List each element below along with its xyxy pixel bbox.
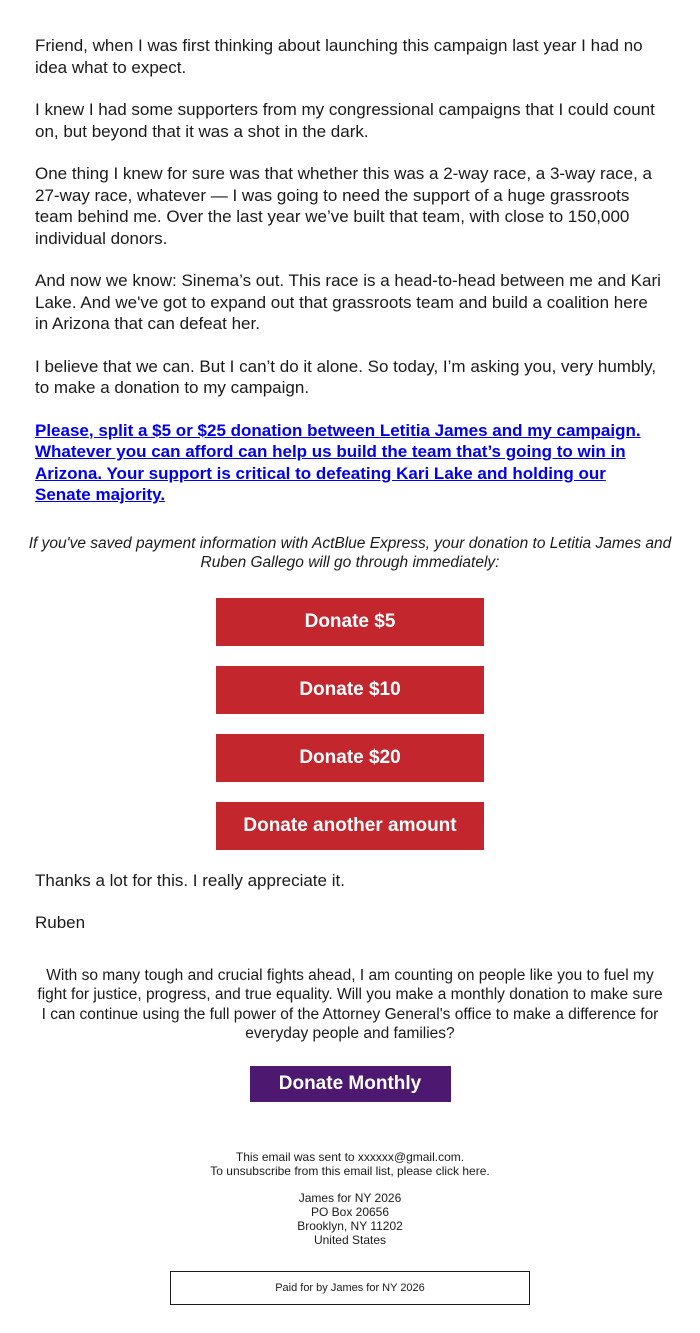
donate-20-button[interactable]: Donate $20 (216, 734, 484, 782)
paragraph: I believe that we can. But I can’t do it alone. So today, I’m asking you, very humbly, to make a donation to my campaign. (35, 356, 657, 397)
donate-10-button[interactable]: Donate $10 (216, 666, 484, 714)
donate-other-amount-button[interactable]: Donate another amount (216, 802, 484, 850)
unsubscribe-link[interactable]: click here (435, 1163, 487, 1178)
signoff (35, 870, 665, 934)
actblue-express-note: If you've saved payment information with ActBlue Express, your donation to Letitia James and Ruben Gallego will go through immediately: (28, 534, 672, 571)
address-line: Brooklyn, NY 11202 (297, 1218, 403, 1233)
donate-button-group (35, 598, 665, 850)
paragraph: Friend, when I was first thinking about launching this campaign last year I had no idea what to expect. (35, 36, 643, 77)
unsubscribe-line (35, 1164, 665, 1178)
thanks-text: Thanks a lot for this. I really appreciate it. (35, 870, 345, 890)
donate-5-button[interactable]: Donate $5 (216, 598, 484, 646)
sent-to-suffix: . (460, 1149, 465, 1164)
monthly-appeal-text: With so many tough and crucial fights ahead, I am counting on people like you to fuel my fight for justice, progress, and true equality. Will you make a monthly donation to make sure I can continue using the full power of the Attorney General's office to make a difference for everyday people and families? (37, 966, 663, 1042)
email-footer (35, 1150, 665, 1305)
unsubscribe-suffix: . (486, 1163, 490, 1178)
paragraph: And now we know: Sinema’s out. This race is a head-to-head between me and Kari Lake. And we've got to expand out that grassroots team and build a coalition here in Arizona that can defeat her. (35, 271, 661, 333)
paragraph: One thing I knew for sure was that whether this was a 2-way race, a 3-way race, a 27-way race, whatever — I was going to need the support of a huge grassroots team behind me. Over the last year we’ve built that team, with close to 150,000 individual donors. (35, 164, 653, 248)
mailing-address (35, 1191, 665, 1247)
address-line: James for NY 2026 (298, 1190, 402, 1205)
paid-for-disclaimer: Paid for by James for NY 2026 (170, 1271, 530, 1305)
sent-to-line (35, 1150, 665, 1164)
donate-monthly-button[interactable]: Donate Monthly (250, 1066, 451, 1102)
sent-to-prefix: This email was sent to (235, 1149, 358, 1164)
recipient-email-link[interactable]: xxxxxx@gmail.com (357, 1149, 461, 1164)
unsubscribe-prefix: To unsubscribe from this email list, please (210, 1163, 436, 1178)
address-line: PO Box 20656 (310, 1204, 390, 1219)
address-line: United States (313, 1232, 387, 1247)
signature-name: Ruben (35, 913, 86, 932)
paragraph: I knew I had some supporters from my congressional campaigns that I could count on, but beyond that it was a shot in the dark. (35, 100, 655, 141)
donation-appeal-link[interactable]: Please, split a $5 or $25 donation between Letitia James and my campaign. Whatever you can afford can help us build the team that’s going to win in Arizona. Your support is critical to defeating Kari Lake and holding our Senate majority. (35, 420, 641, 504)
